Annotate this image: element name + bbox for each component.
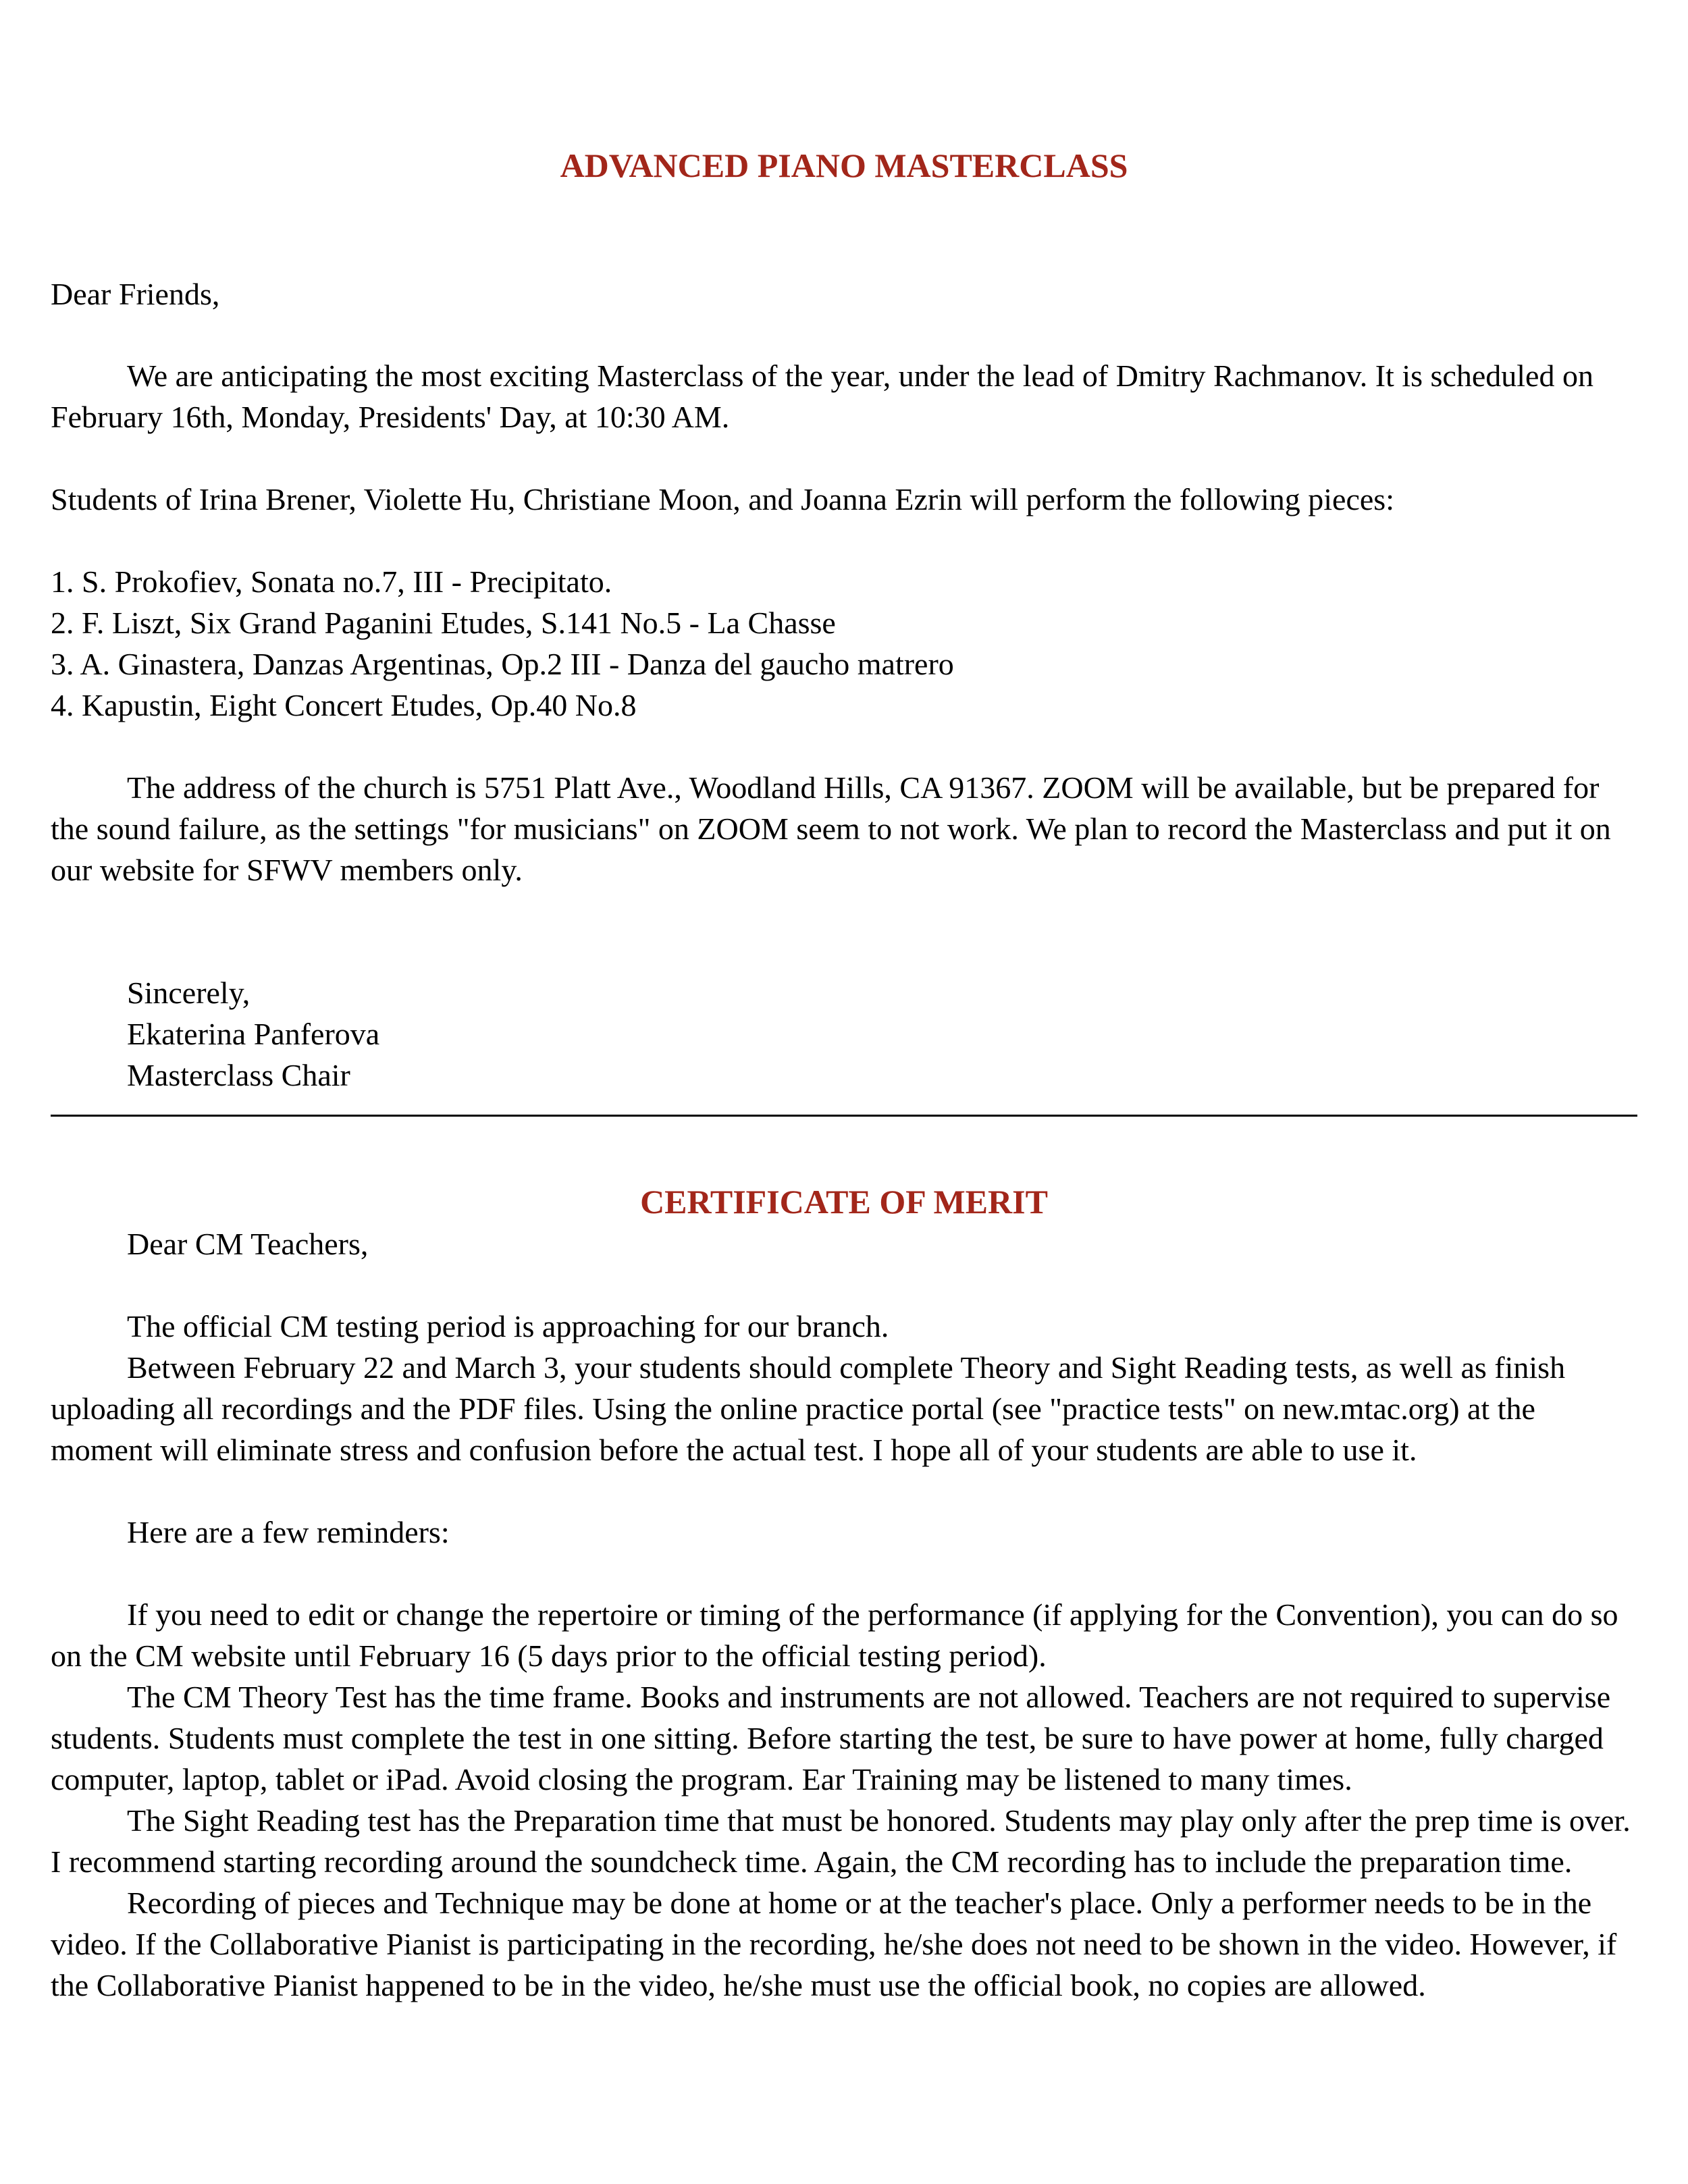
signer-role: Masterclass Chair bbox=[127, 1058, 350, 1092]
reminders-intro: Here are a few reminders: bbox=[127, 1515, 450, 1549]
certificate-para2: Between February 22 and March 3, your students should complete Theory and Sight Reading tests, as well as finish uploading all recordings and the PDF files. Using the online practice portal (see "practice tests" on new.mtac.org) at the moment will eliminate stress and confusion before the actual test. I hope all of your students are able to use it. bbox=[51, 1350, 1566, 1467]
piece-item: 3. A. Ginastera, Danzas Argentinas, Op.2 III - Danza del gaucho matrero bbox=[51, 647, 954, 681]
piece-list bbox=[51, 561, 1637, 726]
masterclass-title: ADVANCED PIANO MASTERCLASS bbox=[560, 147, 1128, 184]
piece-item: 2. F. Liszt, Six Grand Paganini Etudes, S.141 No.5 - La Chasse bbox=[51, 606, 836, 640]
piece-item: 4. Kapustin, Eight Concert Etudes, Op.40 No.8 bbox=[51, 688, 637, 722]
reminder-item: Recording of pieces and Technique may be done at home or at the teacher's place. Only a performer needs to be in the video. If the Collaborative Pianist is participating in the recording, he/she does not need to be shown in the video. However, if the Collaborative Pianist happened to be in the video, he/she must use the official book, no copies are allowed. bbox=[51, 1886, 1617, 2002]
signature-block bbox=[51, 972, 1688, 1096]
closing: Sincerely, bbox=[127, 976, 250, 1010]
masterclass-students: Students of Irina Brener, Violette Hu, Christiane Moon, and Joanna Ezrin will perform the following pieces: bbox=[51, 482, 1394, 516]
reminder-item: The CM Theory Test has the time frame. Books and instruments are not allowed. Teachers are not required to supervise students. Students must complete the test in one sitting. Before starting the test, be sure to have power at home, fully charged computer, laptop, tablet or iPad. Avoid closing the program. Ear Training may be listened to many times. bbox=[51, 1680, 1611, 1796]
piece-item: 1. S. Prokofiev, Sonata no.7, III - Precipitato. bbox=[51, 564, 612, 599]
masterclass-address: The address of the church is 5751 Platt Ave., Woodland Hills, CA 91367. ZOOM will be available, but be prepared for the sound failure, as the settings "for musicians" on ZOOM seem to not work. We plan to record the Masterclass and put it on our website for SFWV members only. bbox=[51, 770, 1611, 887]
reminder-item: The Sight Reading test has the Preparation time that must be honored. Students may play only after the prep time is over. I recommend starting recording around the soundcheck time. Again, the CM recording has to include the preparation time. bbox=[51, 1803, 1631, 1879]
reminder-item: If you need to edit or change the repertoire or timing of the performance (if applying for the Convention), you can do so on the CM website until February 16 (5 days prior to the official testing period). bbox=[51, 1597, 1618, 1673]
certificate-salutation: Dear CM Teachers, bbox=[127, 1227, 369, 1261]
section-divider bbox=[51, 1115, 1637, 1117]
masterclass-salutation: Dear Friends, bbox=[51, 277, 220, 311]
signer-name: Ekaterina Panferova bbox=[127, 1017, 380, 1051]
reminder-list bbox=[51, 1594, 1637, 2006]
certificate-para1: The official CM testing period is approaching for our branch. bbox=[127, 1309, 889, 1343]
certificate-title: CERTIFICATE OF MERIT bbox=[640, 1183, 1048, 1221]
masterclass-intro: We are anticipating the most exciting Masterclass of the year, under the lead of Dmitry Rachmanov. It is scheduled on February 16th, Monday, Presidents' Day, at 10:30 AM. bbox=[51, 358, 1593, 434]
